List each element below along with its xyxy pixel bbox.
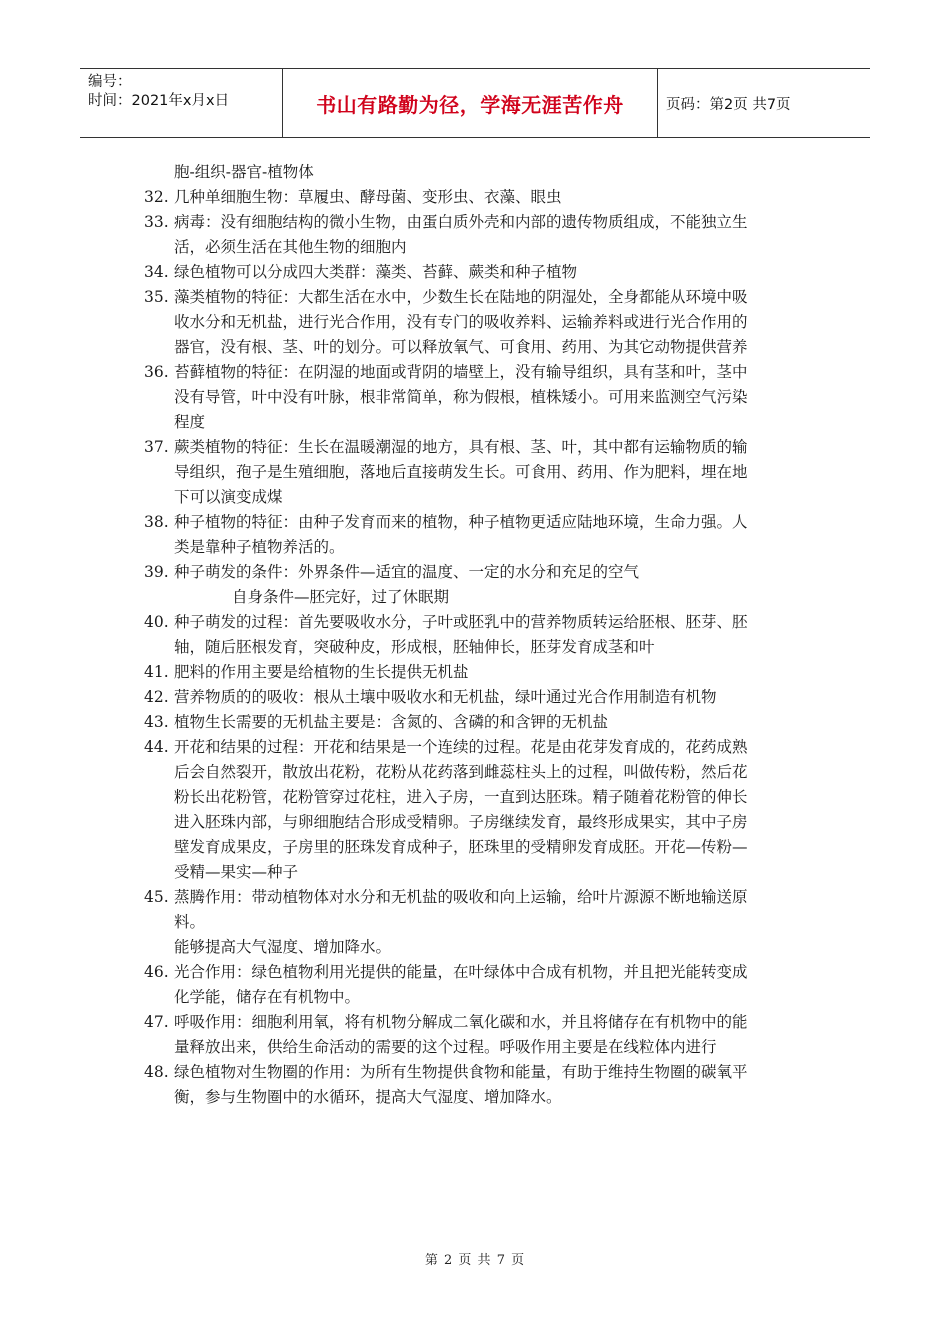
item-text-line: 衡，参与生物圈中的水循环，提高大气湿度、增加降水。: [174, 1088, 562, 1106]
item-text-line: 营养物质的的吸收：根从土壤中吸收水和无机盐，绿叶通过光合作用制造有机物: [174, 688, 717, 706]
header-left-block: [88, 73, 229, 111]
item-text-line: 程度: [174, 413, 206, 431]
item-text-line: 肥料的作用主要是给植物的生长提供无机盐: [174, 663, 469, 681]
item-text-line: 病毒：没有细胞结构的微小生物，由蛋白质外壳和内部的遗传物质组成，不能独立生: [174, 213, 748, 231]
footer-page-text: 第 2 页 共 7 页: [424, 1253, 526, 1268]
item-number: 42.: [144, 688, 169, 706]
list-item: [144, 510, 808, 560]
item-number: 46.: [144, 963, 169, 981]
item-text-line: 绿色植物可以分成四大类群：藻类、苔藓、蕨类和种子植物: [174, 263, 578, 281]
list-item: [144, 660, 808, 685]
motto-cell: [282, 69, 658, 137]
item-text-line: 种子植物的特征：由种子发育而来的植物，种子植物更适应陆地环境，生命力强。人: [174, 513, 748, 531]
list-item: [144, 185, 808, 210]
item-text-line: 自身条件—胚完好，过了休眠期: [232, 588, 450, 606]
list-item: [144, 285, 808, 360]
item-number: 33.: [144, 213, 169, 231]
list-item: [144, 160, 808, 185]
list-item: [144, 685, 808, 710]
list-item: [144, 710, 808, 735]
item-text-line: 导组织，孢子是生殖细胞，落地后直接萌发生长。可食用、药用、作为肥料，埋在地: [174, 463, 748, 481]
item-number: 38.: [144, 513, 169, 531]
item-text-line: 植物生长需要的无机盐主要是：含氮的、含磷的和含钾的无机盐: [174, 713, 609, 731]
list-item: [144, 260, 808, 285]
item-number: 43.: [144, 713, 169, 731]
item-text-line: 器官，没有根、茎、叶的划分。可以释放氧气、可食用、药用、为其它动物提供营养: [174, 338, 748, 356]
item-text-line: 收水分和无机盐，进行光合作用，没有专门的吸收养料、运输养料或进行光合作用的: [174, 313, 748, 331]
item-number: 35.: [144, 288, 169, 306]
item-number: 41.: [144, 663, 169, 681]
item-text-line: 粉长出花粉管，花粉管穿过花柱，进入子房，一直到达胚珠。精子随着花粉管的伸长: [174, 788, 748, 806]
item-text-line: 胞-组织-器官-植物体: [174, 163, 314, 181]
item-text-line: 呼吸作用：细胞利用氧，将有机物分解成二氧化碳和水，并且将储存在有机物中的能: [174, 1013, 748, 1031]
item-number: 47.: [144, 1013, 169, 1031]
item-text-line: 进入胚珠内部，与卵细胞结合形成受精卵。子房继续发育，最终形成果实，其中子房: [174, 813, 748, 831]
page-header: [80, 68, 870, 138]
item-text-line: 类是靠种子植物养活的。: [174, 538, 345, 556]
item-number: 37.: [144, 438, 169, 456]
code-label: 编号：: [88, 74, 132, 90]
list-item: [144, 735, 808, 885]
time-label: 时间：2021年x月x日: [88, 93, 230, 109]
list-item: [144, 360, 808, 435]
list-item: [144, 935, 808, 960]
item-text-line: 量释放出来，供给生命活动的需要的这个过程。呼吸作用主要是在线粒体内进行: [174, 1038, 717, 1056]
item-text-line: 绿色植物对生物圈的作用：为所有生物提供食物和能量，有助于维持生物圈的碳氧平: [174, 1063, 748, 1081]
item-text-line: 蒸腾作用：带动植物体对水分和无机盐的吸收和向上运输，给叶片源源不断地输送原: [174, 888, 748, 906]
item-number: 45.: [144, 888, 169, 906]
item-text-line: 壁发育成果皮，子房里的胚珠发育成种子，胚珠里的受精卵发育成胚。开花—传粉—: [174, 838, 748, 856]
list-item: [144, 1010, 808, 1060]
item-number: 40.: [144, 613, 169, 631]
list-item: [144, 885, 808, 935]
list-item: [144, 1060, 808, 1110]
item-text-line: 活，必须生活在其他生物的细胞内: [174, 238, 407, 256]
item-text-line: 受精—果实—种子: [174, 863, 299, 881]
item-text-line: 种子萌发的条件：外界条件—适宜的温度、一定的水分和充足的空气: [174, 563, 640, 581]
item-number: 39.: [144, 563, 169, 581]
item-text-line: 藻类植物的特征：大都生活在水中，少数生长在陆地的阴湿处，全身都能从环境中吸: [174, 288, 748, 306]
item-text-line: 化学能，储存在有机物中。: [174, 988, 361, 1006]
motto-text: 书山有路勤为径，学海无涯苦作舟: [316, 92, 624, 117]
page-number-cell: [666, 69, 791, 137]
item-text-line: 下可以演变成煤: [174, 488, 283, 506]
page-label: 页码：第2页 共7页: [666, 96, 791, 113]
list-item: [144, 210, 808, 260]
item-number: 48.: [144, 1063, 169, 1081]
item-text-line: 苔藓植物的特征：在阴湿的地面或背阴的墙壁上，没有输导组织，具有茎和叶，茎中: [174, 363, 748, 381]
item-number: 44.: [144, 738, 169, 756]
item-number: 34.: [144, 263, 169, 281]
item-text-line: 料。: [174, 913, 206, 931]
item-text-line: 光合作用：绿色植物利用光提供的能量，在叶绿体中合成有机物，并且把光能转变成: [174, 963, 748, 981]
list-item: [144, 960, 808, 1010]
item-text-line: 开花和结果的过程：开花和结果是一个连续的过程。花是由花芽发育成的，花药成熟: [174, 738, 748, 756]
item-text-line: 蕨类植物的特征：生长在温暖潮湿的地方，具有根、茎、叶，其中都有运输物质的输: [174, 438, 748, 456]
item-text-line: 轴，随后胚根发育，突破种皮，形成根，胚轴伸长，胚芽发育成茎和叶: [174, 638, 655, 656]
list-item: [144, 585, 808, 610]
item-text-line: 没有导管，叶中没有叶脉，根非常简单，称为假根，植株矮小。可用来监测空气污染: [174, 388, 748, 406]
item-number: 32.: [144, 188, 169, 206]
item-text-line: 几种单细胞生物：草履虫、酵母菌、变形虫、衣藻、眼虫: [174, 188, 562, 206]
item-text-line: 能够提高大气湿度、增加降水。: [174, 938, 392, 956]
list-item: [144, 435, 808, 510]
list-item: [144, 610, 808, 660]
list-item: [144, 560, 808, 585]
item-number: 36.: [144, 363, 169, 381]
item-text-line: 种子萌发的过程：首先要吸收水分，子叶或胚乳中的营养物质转运给胚根、胚芽、胚: [174, 613, 748, 631]
page-footer: [0, 1249, 950, 1268]
document-body: [144, 160, 808, 1110]
item-text-line: 后会自然裂开，散放出花粉，花粉从花药落到雌蕊柱头上的过程，叫做传粉，然后花: [174, 763, 748, 781]
